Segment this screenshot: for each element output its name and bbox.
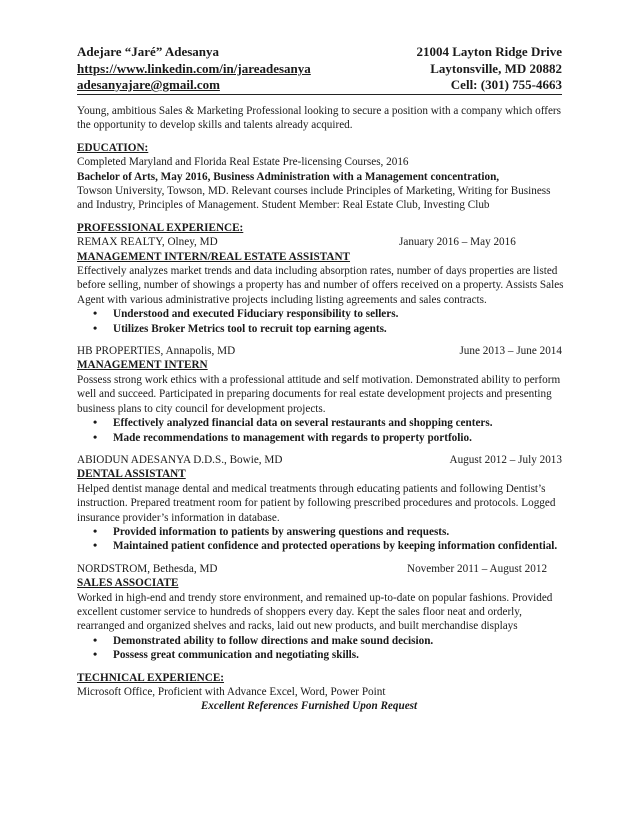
job-dates: November 2011 – August 2012: [407, 562, 548, 575]
address-line-2: Laytonsville, MD 20882: [430, 61, 562, 76]
bullet-icon: •: [93, 647, 98, 662]
technical-heading: TECHNICAL EXPERIENCE:: [77, 671, 225, 684]
resume-body: [77, 104, 567, 714]
job-bullet: • Maintained patient confidence and protected operations by keeping information confidential.: [93, 538, 558, 553]
job-entry: [77, 453, 567, 554]
job-description: Worked in high-end and trendy store environment, and remained up-to-date on popular fashions. Provided excellent customer service to hundreds of shoppers every day. Kept the sales floor neat and orderly, rearranged and organized shelves and racks, laid out new products, and built merchandise displays: [77, 591, 553, 633]
education-degree: Bachelor of Arts, May 2016, Business Administration with a Management concentration,: [77, 170, 500, 183]
cell-phone: Cell: (301) 755-4663: [450, 77, 562, 92]
job-employer: ABIODUN ADESANYA D.D.S., Bowie, MD: [77, 453, 283, 466]
job-entry: [77, 235, 567, 336]
bullet-icon: •: [93, 632, 98, 647]
address-line-1: 21004 Layton Ridge Drive: [416, 44, 562, 59]
technical-text: Microsoft Office, Proficient with Advance Excel, Word, Power Point: [77, 685, 386, 698]
bullet-icon: •: [93, 415, 98, 430]
header-divider: [77, 94, 562, 95]
job-title: DENTAL ASSISTANT: [77, 468, 186, 481]
education-line: Completed Maryland and Florida Real Estate Pre-licensing Courses, 2016: [77, 156, 409, 169]
job-description: Effectively analyzes market trends and data including absorption rates, number of days properties are listed before selling, number of showings a property has and number of offers received on a property. Assists Sales Agent with various administrative projects including listing agreements and sales contracts.: [77, 265, 564, 306]
bullet-icon: •: [93, 306, 98, 321]
job-employer: REMAX REALTY, Olney, MD: [77, 236, 218, 249]
bullet-icon: •: [93, 320, 98, 335]
linkedin-link[interactable]: https://www.linkedin.com/in/jareadesanya: [77, 61, 311, 76]
education-details: Towson University, Towson, MD. Relevant courses include Principles of Marketing, Writing for Business and Industry, Principles of Management. Student Member: Real Estate Club, Investing Club: [77, 185, 551, 212]
job-bullet: • Made recommendations to management with regards to property portfolio.: [93, 429, 472, 444]
job-entry: [77, 562, 567, 663]
job-bullet: • Utilizes Broker Metrics tool to recruit top earning agents.: [93, 320, 387, 335]
job-dates: January 2016 – May 2016: [399, 236, 516, 249]
job-employer: HB PROPERTIES, Annapolis, MD: [77, 345, 236, 358]
bullet-icon: •: [93, 538, 98, 553]
job-entry: [77, 344, 567, 445]
applicant-name: Adejare “Jaré” Adesanya: [77, 44, 220, 59]
job-bullet: • Demonstrated ability to follow directions and make sound decision.: [93, 632, 434, 647]
job-dates: June 2013 – June 2014: [459, 345, 562, 358]
job-description: Possess strong work ethics with a professional attitude and self motivation. Demonstrated ability to perform well and succeed. Participated in preparing documents for real estate development projects and presenting business plans to city council for development projects.: [77, 373, 561, 415]
job-title: MANAGEMENT INTERN/REAL ESTATE ASSISTANT: [77, 250, 351, 263]
bullet-icon: •: [93, 429, 98, 444]
job-bullet: • Possess great communication and negotiating skills.: [93, 647, 359, 662]
education-heading: EDUCATION:: [77, 141, 149, 154]
job-dates: August 2012 – July 2013: [449, 453, 562, 466]
job-bullet: • Effectively analyzed financial data on several restaurants and shopping centers.: [93, 415, 493, 430]
objective-text: Young, ambitious Sales & Marketing Professional looking to secure a position with a company which offers the opportunity to develop skills and talents already acquired.: [77, 105, 562, 132]
bullet-icon: •: [93, 523, 98, 538]
job-bullet: • Provided information to patients by answering questions and requests.: [93, 523, 450, 538]
job-title: MANAGEMENT INTERN: [77, 359, 208, 372]
email-link[interactable]: adesanyajare@gmail.com: [77, 77, 220, 92]
job-description: Helped dentist manage dental and medical treatments through educating patients and following Dentist’s instruction. Prepared treatment room for patient by following prescribed procedures and protocols. Logged insurance provider’s information in database.: [77, 482, 556, 524]
job-employer: NORDSTROM, Bethesda, MD: [77, 562, 218, 575]
job-title: SALES ASSOCIATE: [77, 577, 179, 590]
experience-heading: PROFESSIONAL EXPERIENCE:: [77, 221, 244, 234]
job-bullet: • Understood and executed Fiduciary responsibility to sellers.: [93, 306, 399, 321]
references-note: Excellent References Furnished Upon Request: [200, 700, 418, 713]
